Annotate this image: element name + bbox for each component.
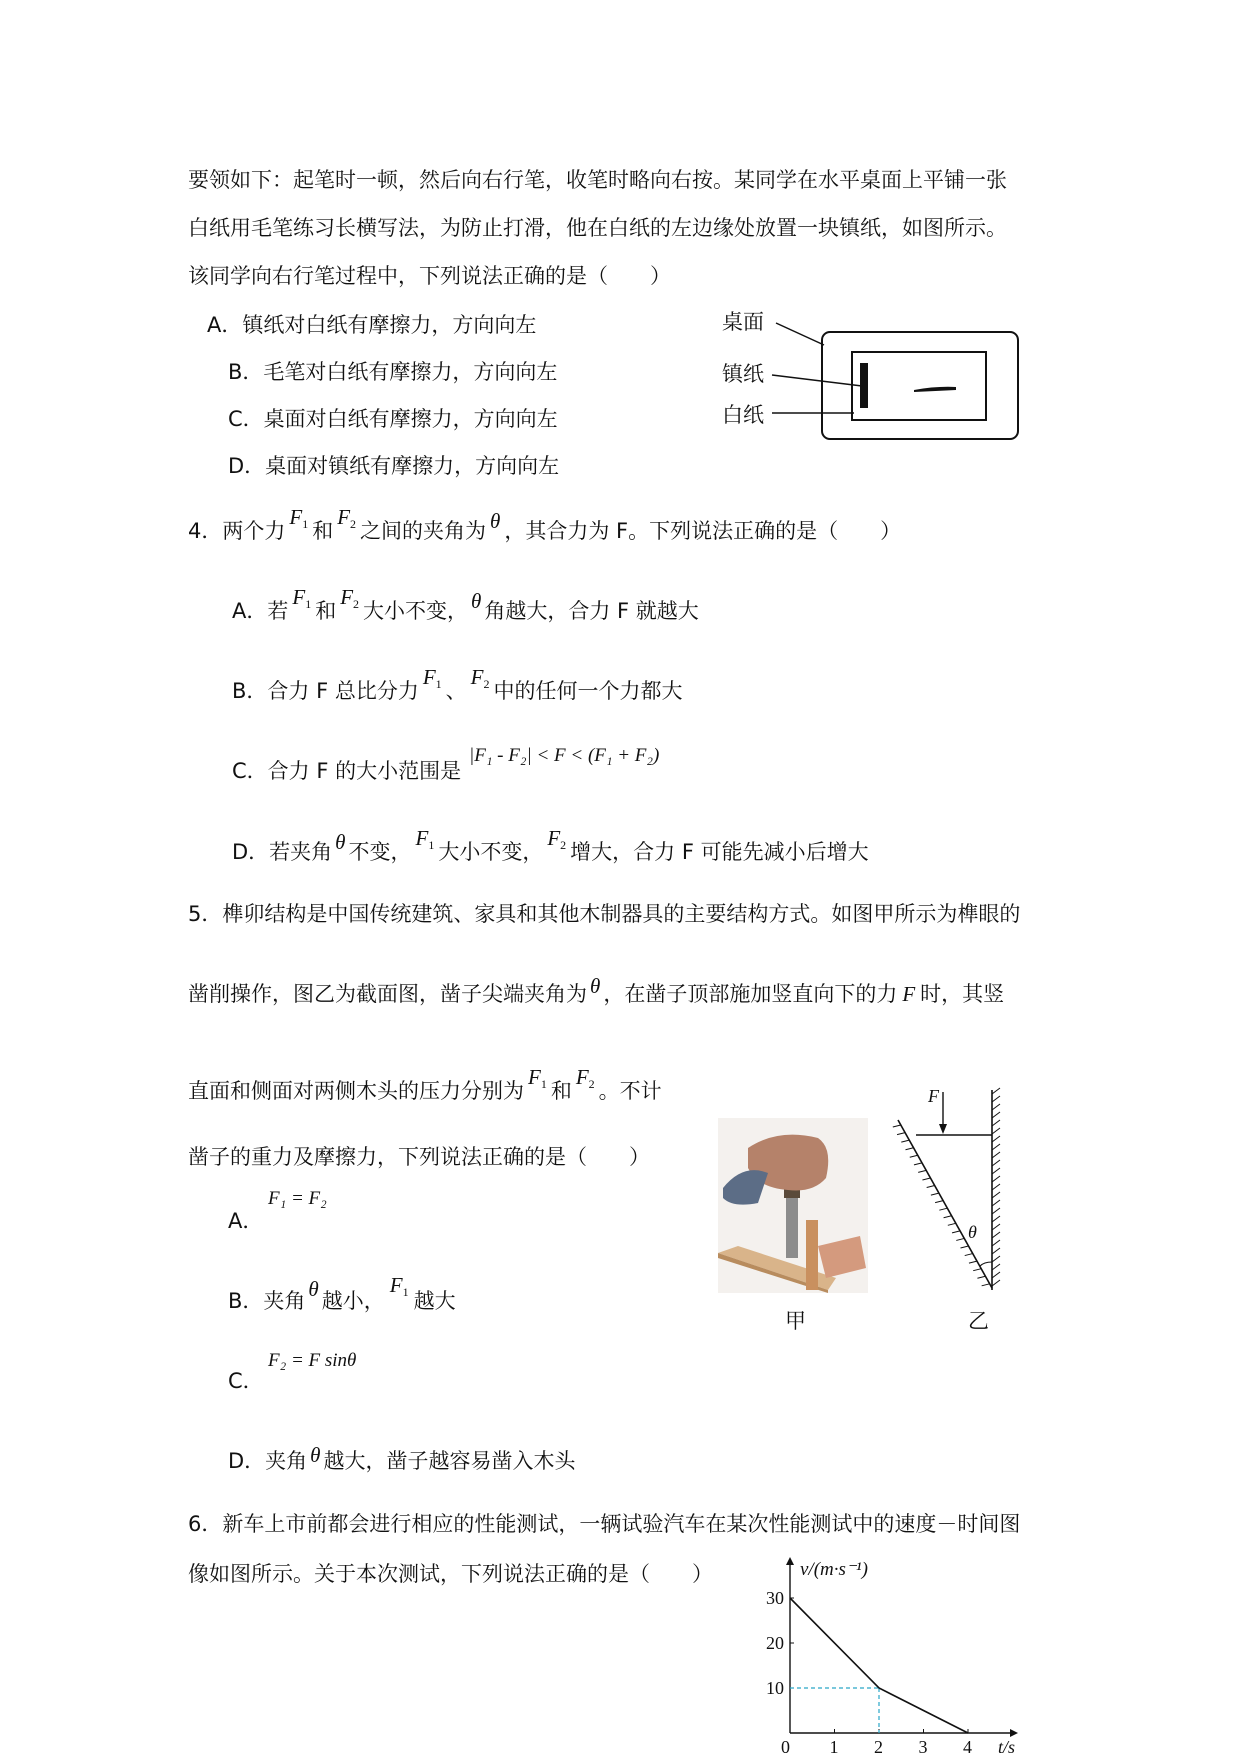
wall-hatch-mark [992, 1112, 1000, 1118]
wall-hatch-mark [992, 1224, 1000, 1230]
y-tick-label: 30 [766, 1588, 784, 1608]
symbol-f1: $F_1$ [389, 1273, 409, 1299]
angle-label: θ [968, 1222, 977, 1242]
q4-option-d: D．若夹角 θ 不变，$F_1$ 大小不变，$F_2$ 增大，合力 F 可能先减小后增大 [232, 826, 869, 864]
q4-stem: 4．两个力$F_1$ 和$F_2$ 之间的夹角为 θ ，其合力为 F。下列说法正确的是（ ） [188, 505, 902, 543]
x-tick-label: 3 [918, 1737, 928, 1754]
wall-hatch-mark [992, 1248, 1000, 1254]
slope-hatch-mark [965, 1254, 973, 1256]
slope-hatch-mark [927, 1186, 935, 1188]
q5-stem-line4: 凿子的重力及摩擦力，下列说法正确的是（ ） [188, 1145, 650, 1169]
q3-option-c: C．桌面对白纸有摩擦力，方向向左 [228, 407, 558, 431]
wall-hatch-mark [992, 1176, 1000, 1182]
slope-hatch-mark [931, 1193, 939, 1195]
wall-hatch-mark [992, 1088, 1000, 1094]
symbol-f2: $F_2$ [337, 505, 357, 531]
wall-hatch-mark [992, 1160, 1000, 1166]
wall-hatch-mark [992, 1264, 1000, 1270]
slope-hatch-mark [956, 1238, 964, 1240]
slope-hatch-mark [922, 1178, 930, 1180]
wall-hatch-mark [992, 1216, 1000, 1222]
slope-hatch-mark [961, 1246, 969, 1248]
wall-hatch-mark [992, 1152, 1000, 1158]
slope-hatch-mark [948, 1223, 956, 1225]
q4-option-c-formula: |F₁ - F₂| < F < (F₁ + F₂) [469, 745, 660, 766]
y-tick-label: 10 [766, 1678, 784, 1698]
q3-stem-line1: 要领如下：起笔时一顿，然后向右行笔，收笔时略向右按。某同学在水平桌面上平铺一张 [188, 168, 1007, 192]
symbol-f1: $F_1$ [528, 1065, 547, 1091]
slope-hatch-mark [952, 1231, 960, 1233]
x-tick-label: 0 [781, 1737, 790, 1754]
q5-stem-line1: 5．榫卯结构是中国传统建筑、家具和其他木制器具的主要结构方式。如图甲所示为榫眼的 [188, 902, 1021, 926]
paper-outline [852, 352, 986, 420]
symbol-f2: $F_2$ [340, 585, 360, 611]
q6-stem-line2: 像如图所示。关于本次测试，下列说法正确的是（ ） [188, 1562, 713, 1586]
desk-leader [776, 323, 824, 345]
q5-stem-line2: 凿削操作，图乙为截面图，凿子尖端夹角为 θ ，在凿子顶部施加竖直向下的力 F 时，其竖 [188, 974, 1005, 1006]
label-paper: 白纸 [722, 403, 764, 427]
figure-label-jia: 甲 [785, 1309, 806, 1333]
symbol-theta: θ [335, 830, 346, 854]
wall-hatch-mark [992, 1272, 1000, 1278]
wall-hatch-mark [992, 1256, 1000, 1262]
y-tick-label: 20 [766, 1633, 784, 1653]
y-axis-arrow [786, 1557, 794, 1565]
wall-hatch-mark [992, 1192, 1000, 1198]
chisel-cross-section [880, 1090, 1010, 1300]
slope-hatch-mark [977, 1276, 985, 1278]
slope-hatch-mark [918, 1170, 926, 1172]
wall-hatch-mark [992, 1136, 1000, 1142]
wall-hatch-mark [992, 1240, 1000, 1246]
q3-stem-line3: 该同学向右行笔过程中，下列说法正确的是（ ） [188, 264, 671, 288]
x-tick-label: 4 [963, 1737, 972, 1754]
symbol-f2: $F_2$ [575, 1065, 595, 1091]
label-desk: 桌面 [722, 310, 764, 334]
wall-hatch-mark [992, 1168, 1000, 1174]
q3-stem-line2: 白纸用毛笔练习长横写法，为防止打滑，他在白纸的左边缘处放置一块镇纸，如图所示。 [188, 216, 1007, 240]
q6-stem-line1: 6．新车上市前都会进行相应的性能测试，一辆试验汽车在某次性能测试中的速度－时间图 [188, 1512, 1021, 1536]
force-label: F [928, 1086, 939, 1106]
figure-label-yi: 乙 [968, 1309, 989, 1333]
slope-hatch-mark [893, 1125, 901, 1127]
x-tick-label: 1 [829, 1737, 839, 1754]
q5-option-c: C． [228, 1369, 264, 1393]
symbol-f1: $F_1$ [415, 826, 435, 852]
slope-hatch-mark [973, 1269, 981, 1271]
slope-hatch-mark [939, 1208, 947, 1210]
wall-hatch-mark [992, 1280, 1000, 1286]
wall-hatch-mark [992, 1096, 1000, 1102]
q5-stem-line3: 直面和侧面对两侧木头的压力分别为$F_1$ 和$F_2$ 。不计 [188, 1065, 662, 1103]
chisel-photo [718, 1118, 868, 1293]
q4-option-c: C．合力 F 的大小范围是 [232, 759, 462, 783]
wall-hatch-mark [992, 1144, 1000, 1150]
x-axis-label: t/s [998, 1737, 1016, 1754]
q3-option-b: B．毛笔对白纸有摩擦力，方向向左 [228, 360, 558, 384]
symbol-f2: $F_2$ [547, 826, 567, 852]
slope-hatch-mark [914, 1163, 922, 1165]
symbol-f1: $F_1$ [292, 585, 312, 611]
slope-hatch-mark [910, 1155, 918, 1157]
q4-option-b: B．合力 F 总比分力$F_1$ 、$F_2$ 中的任何一个力都大 [232, 665, 683, 703]
slope-hatch-mark [906, 1148, 914, 1150]
weight-leader [772, 375, 862, 386]
y-axis-label: v/(m·s⁻¹) [800, 1559, 868, 1580]
x-tick-label: 2 [874, 1737, 883, 1754]
symbol-f1: $F_1$ [289, 505, 309, 531]
slope-hatch-mark [935, 1201, 943, 1203]
wall-hatch-mark [992, 1232, 1000, 1238]
wall-hatch-mark [992, 1184, 1000, 1190]
label-paperweight: 镇纸 [722, 362, 764, 386]
symbol-theta: θ [490, 509, 501, 533]
symbol-theta: θ [310, 1443, 321, 1467]
wall-hatch-mark [992, 1200, 1000, 1206]
wall-hatch-mark [992, 1120, 1000, 1126]
q4-option-a: A．若$F_1$ 和$F_2$ 大小不变， θ 角越大，合力 F 就越大 [232, 585, 699, 623]
symbol-f1: $F_1$ [422, 665, 442, 691]
q5-option-b: B．夹角 θ 越小，$F_1$ 越大 [228, 1273, 456, 1313]
q3-option-a: A．镇纸对白纸有摩擦力，方向向左 [207, 313, 537, 337]
q5-option-c-formula: F₂ = F sinθ [268, 1350, 357, 1371]
q5-option-d: D．夹角 θ 越大，凿子越容易凿入木头 [228, 1443, 576, 1473]
q5-option-a: A． [228, 1209, 264, 1233]
slope-hatch-mark [944, 1216, 952, 1218]
brush-stroke [914, 387, 956, 392]
symbol-theta: θ [471, 589, 482, 613]
x-axis-arrow [1010, 1729, 1018, 1737]
slope-hatch-mark [901, 1140, 909, 1142]
slope-hatch-mark [969, 1261, 977, 1263]
slope-hatch-mark [982, 1284, 990, 1286]
symbol-theta: θ [308, 1277, 319, 1301]
wall-hatch-mark [992, 1104, 1000, 1110]
symbol-f: F [902, 982, 916, 1006]
q5-option-a-formula: F₁ = F₂ [268, 1188, 327, 1209]
velocity-time-chart [760, 1555, 1030, 1754]
symbol-f2: $F_2$ [470, 665, 490, 691]
q3-option-d: D．桌面对镇纸有摩擦力，方向向左 [228, 454, 560, 478]
wall-hatch-mark [992, 1128, 1000, 1134]
slope-hatch-mark [897, 1133, 905, 1135]
symbol-theta: θ [590, 974, 601, 998]
wall-hatch-mark [992, 1208, 1000, 1214]
